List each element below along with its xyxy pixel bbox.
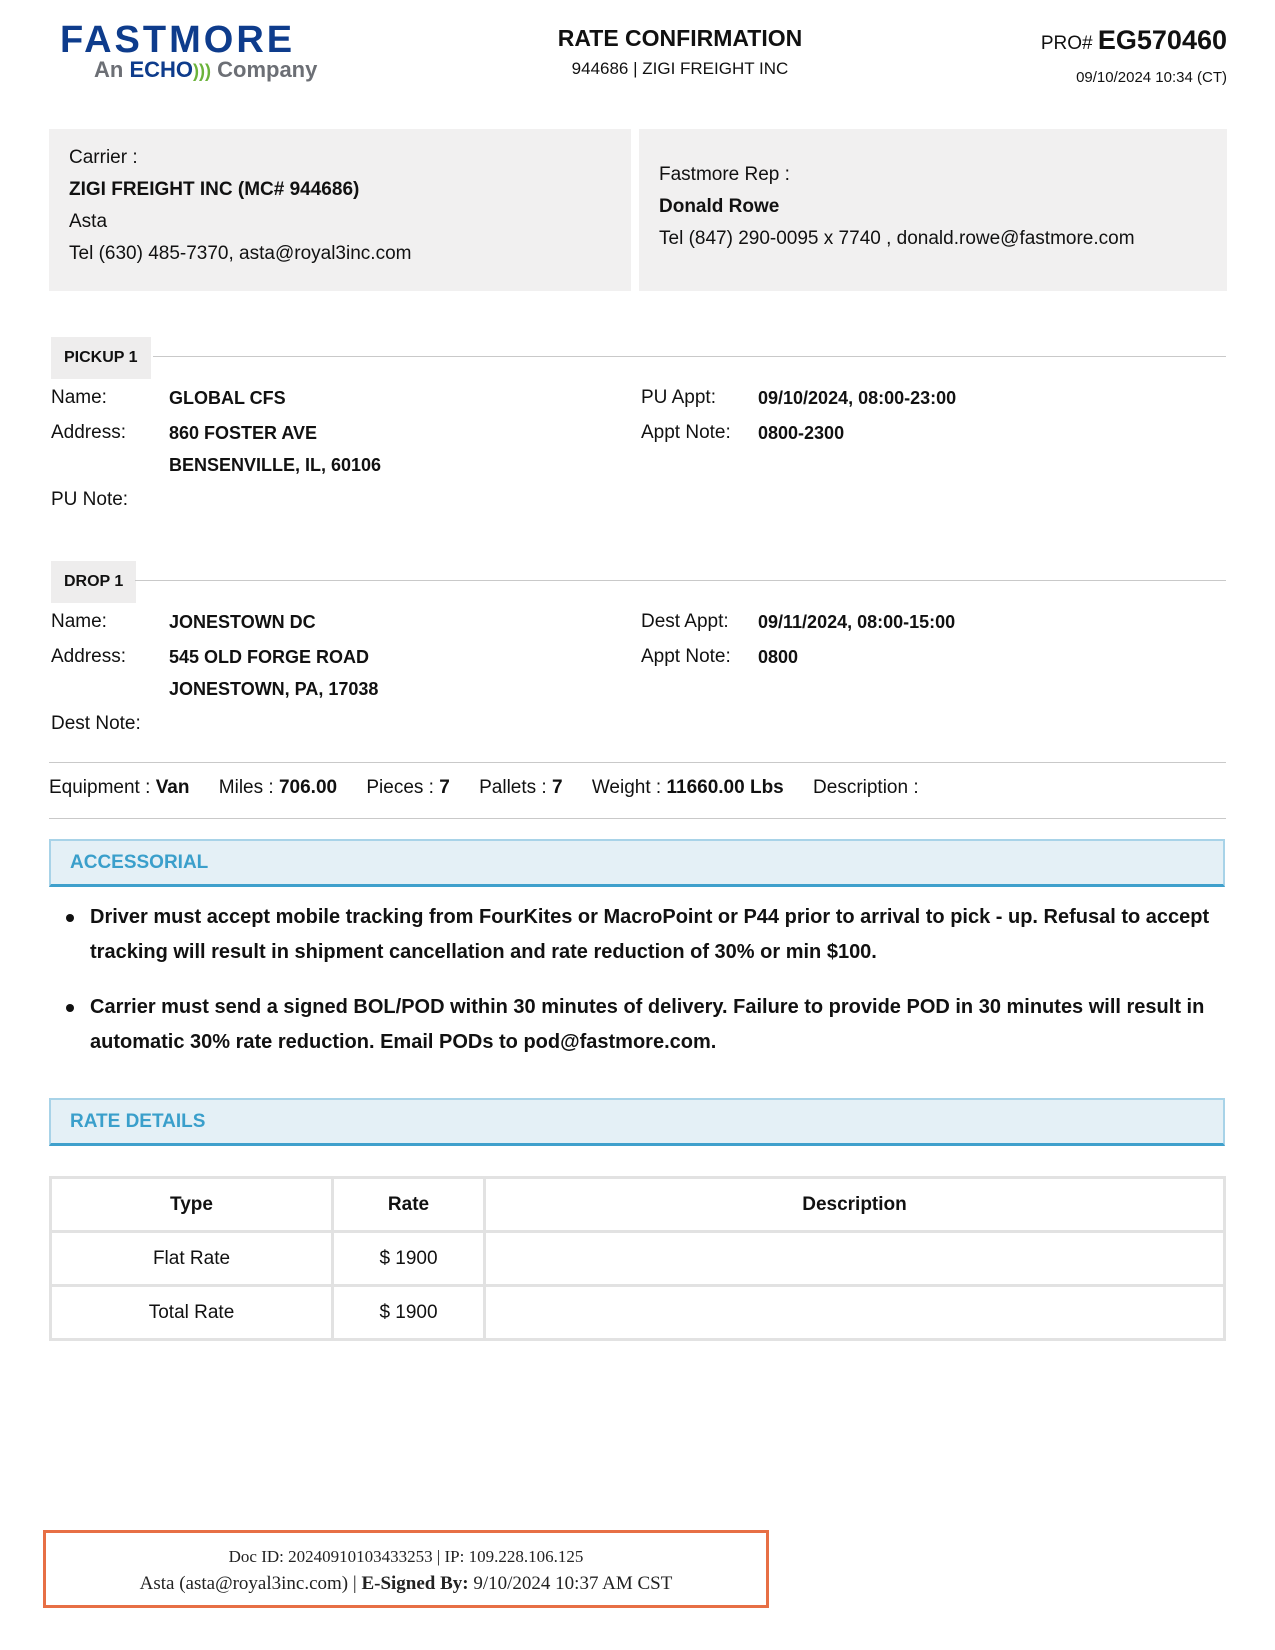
pickup-appt-note: 0800-2300 — [758, 423, 845, 443]
echo-waves-icon: ))) — [193, 61, 211, 81]
miles-value: 706.00 — [278, 777, 338, 798]
pickup-name-label: Name: — [51, 387, 107, 408]
fastmore-logo: FASTMORE — [60, 19, 296, 61]
accessorial-list — [60, 900, 1230, 1080]
accessorial-item-text: Driver must accept mobile tracking from FourKites or MacroPoint or P44 prior to arrival to pick - up. Refusal to accept tracking will result in shipment cancellation and rate reduction of 30% or min $100. — [90, 906, 1210, 963]
rate-details-header — [49, 1098, 1225, 1146]
rate-type-cell: Total Rate — [51, 1286, 333, 1340]
drop-appt-label: Dest Appt: — [641, 611, 729, 632]
logo-tagline — [94, 56, 317, 85]
drop-tag: DROP 1 — [51, 561, 136, 603]
carrier-box — [49, 129, 631, 291]
rate-amount-cell: $ 1900 — [333, 1232, 485, 1286]
pro-number — [1041, 24, 1227, 60]
pickup-address-label: Address: — [51, 422, 126, 443]
document-subtitle: 944686 | ZIGI FREIGHT INC — [571, 59, 789, 78]
e-signature-stamp — [43, 1530, 769, 1608]
equipment-row — [49, 775, 919, 801]
rate-table — [49, 1176, 1226, 1341]
echo-logo-text: ECHO — [129, 57, 194, 82]
rep-tel: Tel (847) 290-0095 x 7740 , donald.rowe@fastmore.com — [659, 228, 1135, 249]
logo-tagline-suffix: Company — [217, 57, 318, 82]
signature-signer: Asta (asta@royal3inc.com) | — [139, 1573, 362, 1594]
equipment-value: Van — [155, 777, 190, 798]
carrier-label: Carrier : — [69, 147, 138, 168]
drop-address-line2: JONESTOWN, PA, 17038 — [169, 679, 379, 699]
pallets-value: 7 — [551, 777, 563, 798]
rate-col-type: Type — [51, 1178, 333, 1232]
drop-appt: 09/11/2024, 08:00-15:00 — [758, 612, 956, 632]
signature-signed-by — [46, 1573, 766, 1595]
rate-description-cell — [485, 1232, 1225, 1286]
pallets-label: Pallets : — [479, 777, 547, 798]
pro-label: PRO# — [1040, 33, 1093, 54]
rate-table-header-row — [51, 1178, 1225, 1232]
rate-col-rate: Rate — [333, 1178, 485, 1232]
drop-name: JONESTOWN DC — [169, 612, 316, 632]
pro-value: EG570460 — [1097, 25, 1227, 55]
accessorial-item — [60, 900, 1230, 970]
signature-date: 9/10/2024 10:37 AM CST — [468, 1573, 673, 1594]
equipment-divider-top — [49, 762, 1226, 763]
drop-address-label: Address: — [51, 646, 126, 667]
bullet-icon — [66, 914, 74, 922]
rep-label: Fastmore Rep : — [659, 164, 790, 185]
drop-appt-note-label: Appt Note: — [641, 646, 731, 667]
pickup-name: GLOBAL CFS — [169, 388, 286, 408]
accessorial-title: ACCESSORIAL — [70, 852, 209, 873]
signature-signed-label: E-Signed By: — [361, 1573, 469, 1594]
accessorial-item-text: Carrier must send a signed BOL/POD within 30 minutes of delivery. Failure to provide POD in 30 minutes will result in automatic 30% rate reduction. Email PODs to pod@fastmore.com. — [90, 996, 1205, 1053]
carrier-contact: Asta — [69, 211, 108, 232]
rate-description-cell — [485, 1286, 1225, 1340]
weight-label: Weight : — [591, 777, 662, 798]
rep-name: Donald Rowe — [659, 196, 780, 217]
drop-note-label: Dest Note: — [51, 713, 141, 734]
drop-appt-note: 0800 — [758, 647, 799, 667]
table-row — [51, 1232, 1225, 1286]
pieces-label: Pieces : — [366, 777, 434, 798]
equipment-label: Equipment : — [49, 777, 151, 798]
pickup-appt-note-label: Appt Note: — [641, 422, 731, 443]
pickup-appt: 09/10/2024, 08:00-23:00 — [758, 388, 957, 408]
carrier-tel: Tel (630) 485-7370, asta@royal3inc.com — [69, 243, 412, 264]
accessorial-header — [49, 839, 1225, 887]
accessorial-item — [60, 990, 1230, 1060]
carrier-name: ZIGI FREIGHT INC (MC# 944686) — [69, 179, 360, 200]
pickup-appt-label: PU Appt: — [641, 387, 716, 408]
table-row — [51, 1286, 1225, 1340]
bullet-icon — [66, 1004, 74, 1012]
rate-details-title: RATE DETAILS — [70, 1111, 206, 1132]
rate-amount-cell: $ 1900 — [333, 1286, 485, 1340]
pickup-address-line2: BENSENVILLE, IL, 60106 — [169, 455, 382, 475]
rate-type-cell: Flat Rate — [51, 1232, 333, 1286]
rate-col-description: Description — [485, 1178, 1225, 1232]
logo-tagline-prefix: An — [94, 57, 124, 82]
document-datetime: 09/10/2024 10:34 (CT) — [1076, 69, 1227, 86]
signature-doc-id: Doc ID: 20240910103433253 | IP: 109.228.106.125 — [228, 1547, 584, 1566]
description-label: Description : — [813, 777, 919, 798]
pieces-value: 7 — [439, 777, 450, 798]
drop-address-line1: 545 OLD FORGE ROAD — [169, 647, 370, 667]
pickup-divider — [153, 356, 1226, 357]
pickup-note-label: PU Note: — [51, 489, 129, 510]
pickup-address-line1: 860 FOSTER AVE — [169, 423, 318, 443]
weight-value: 11660.00 Lbs — [666, 777, 784, 798]
drop-name-label: Name: — [51, 611, 107, 632]
miles-label: Miles : — [218, 777, 274, 798]
fastmore-rep-box — [639, 129, 1227, 291]
pickup-tag: PICKUP 1 — [51, 337, 151, 379]
equipment-divider-bottom — [49, 818, 1226, 819]
drop-divider — [135, 580, 1226, 581]
document-title: RATE CONFIRMATION — [557, 25, 803, 51]
